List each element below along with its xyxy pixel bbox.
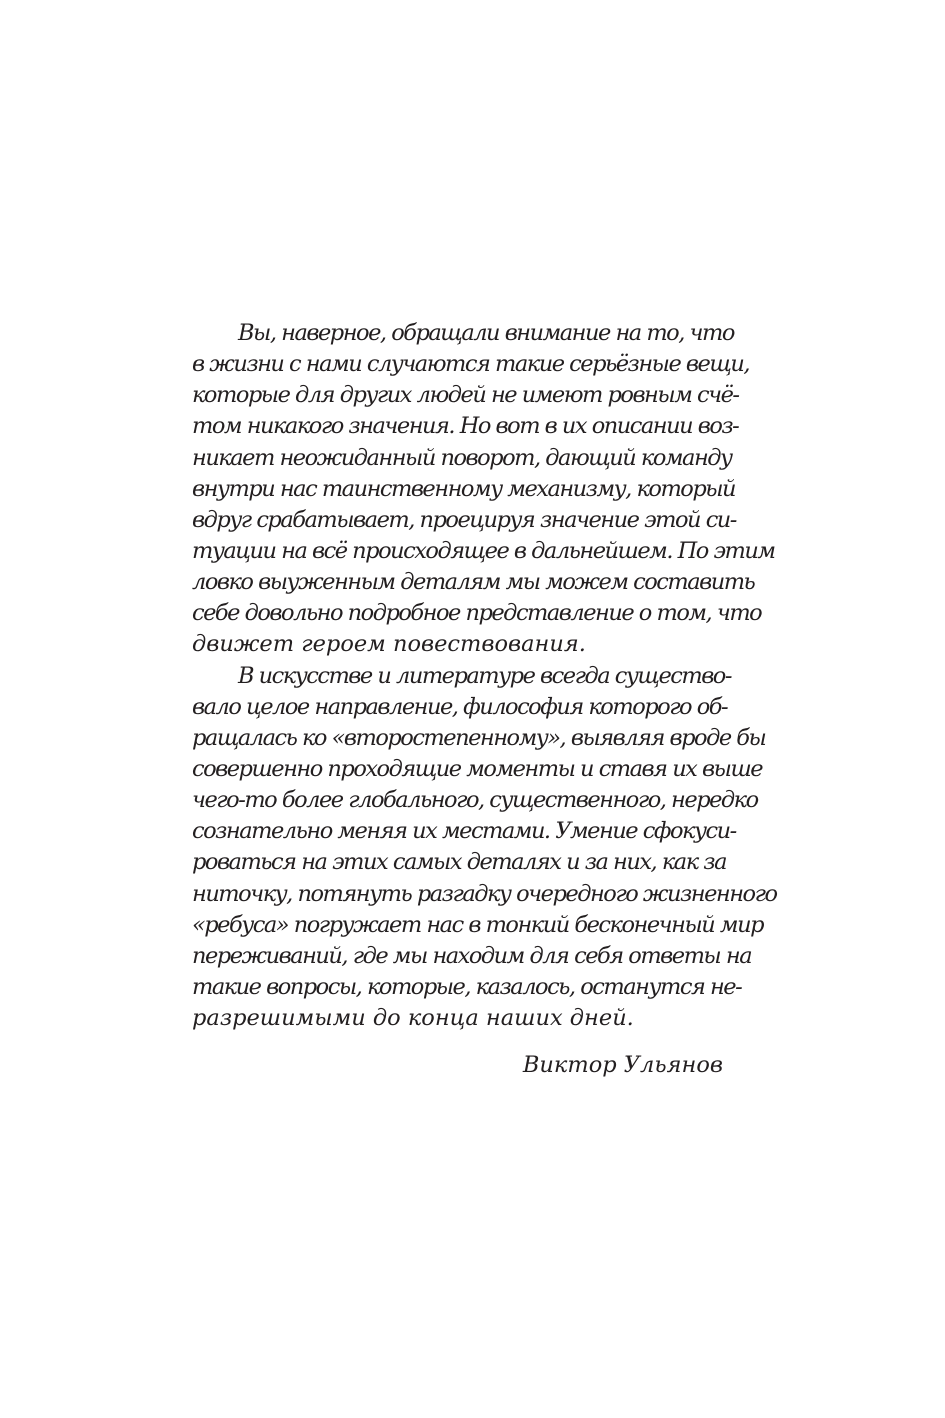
text-line: никает неожиданный поворот, дающий команду (192, 444, 732, 471)
text-line: вдруг срабатывает, проецируя значение этой си- (192, 506, 736, 533)
text-line: «ребуса» погружает нас в тонкий бесконечный мир (192, 911, 763, 938)
text-line: движет героем повествования. (192, 631, 586, 658)
text-line: вало целое направление, философия которого об- (192, 693, 728, 720)
text-line: разрешимыми до конца наших дней. (192, 1005, 634, 1032)
epigraph-text (192, 318, 777, 1034)
text-line: себе довольно подробное представление о том, что (192, 600, 762, 627)
text-line: которые для других людей не имеют ровным счё- (192, 382, 739, 409)
text-line: туации на всё происходящее в дальнейшем. По этим (192, 537, 775, 564)
text-line: ращалась ко «второстепенному», выявляя вроде бы (192, 724, 766, 751)
text-line: такие вопросы, которые, казалось, останутся не- (192, 973, 742, 1000)
text-line: Вы, наверное, обращали внимание на то, что (238, 320, 734, 346)
text-line: в жизни с нами случаются такие серьёзные вещи, (192, 351, 750, 378)
author-signature: Виктор Ульянов (522, 1052, 723, 1078)
text-line: том никакого значения. Но вот в их описании воз- (192, 413, 739, 440)
paragraph-1 (192, 318, 775, 661)
text-line: чего-то более глобального, существенного, нередко (192, 787, 758, 814)
text-line: внутри нас таинственному механизму, который (192, 475, 736, 502)
paragraph-2 (192, 661, 777, 1035)
text-line: сознательно меняя их местами. Умение сфокуси- (192, 818, 736, 845)
text-line: переживаний, где мы находим для себя ответы на (192, 942, 752, 969)
text-line: ловко выуженным деталям мы можем составить (192, 569, 755, 596)
text-line: совершенно проходящие моменты и ставя их выше (192, 755, 763, 782)
text-line: роваться на этих самых деталях и за них, как за (192, 849, 726, 876)
text-line: ниточку, потянуть разгадку очередного жизненного (192, 880, 777, 907)
text-line: В искусстве и литературе всегда существо- (238, 662, 731, 689)
